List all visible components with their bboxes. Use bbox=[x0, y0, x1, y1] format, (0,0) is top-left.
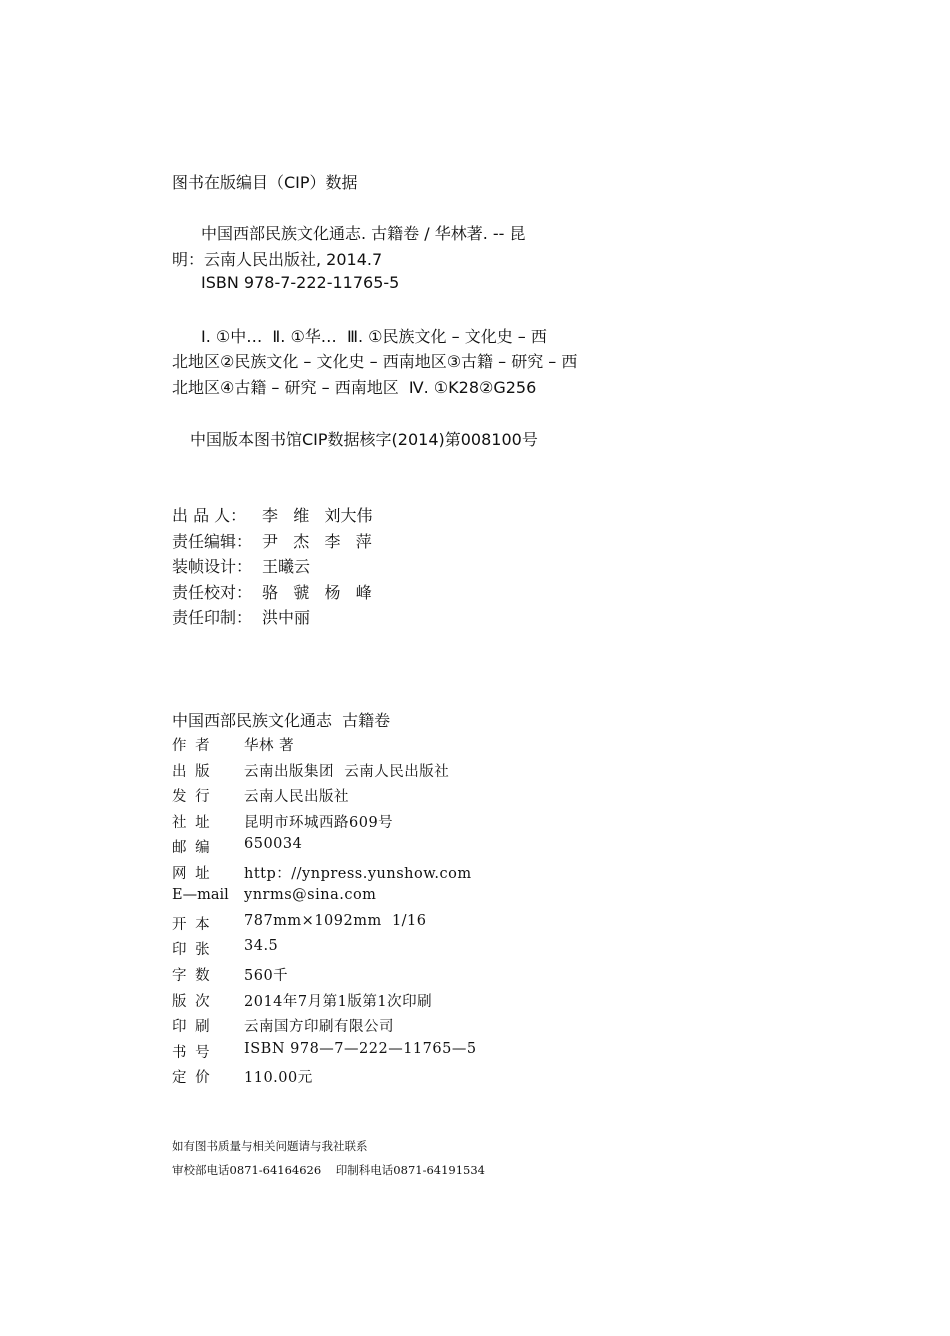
book-info-value: 云南人民出版社 bbox=[244, 789, 349, 805]
staff-label: 责任校对： bbox=[172, 583, 253, 602]
contact-phones: 审校部电话0871-64164626 印制科电话0871-64191534 bbox=[172, 1163, 485, 1177]
book-info-value: 560千 bbox=[244, 968, 289, 984]
book-info-value: 云南出版集团 云南人民出版社 bbox=[244, 764, 450, 780]
book-info-label: 社 址 bbox=[172, 815, 212, 831]
book-info-label: 印 刷 bbox=[172, 1019, 212, 1035]
book-info-value: 110.00元 bbox=[244, 1070, 313, 1086]
book-info-label: 定 价 bbox=[172, 1070, 212, 1086]
staff-value: 尹 杰 李 萍 bbox=[262, 532, 372, 551]
book-info-value: 云南国方印刷有限公司 bbox=[244, 1019, 394, 1035]
book-info-label: 版 次 bbox=[172, 994, 212, 1010]
cip-class-3: 北地区④古籍 – 研究 – 西南地区 Ⅳ. ①K28②G256 bbox=[172, 378, 537, 397]
book-info-label: 书 号 bbox=[172, 1045, 212, 1061]
staff-label: 责任印制： bbox=[172, 608, 253, 627]
book-info-label: 出 版 bbox=[172, 764, 212, 780]
book-info-value: 34.5 bbox=[244, 938, 279, 954]
staff-value: 李 维 刘大伟 bbox=[262, 506, 373, 525]
book-info-label: 发 行 bbox=[172, 789, 212, 805]
book-info-label: 邮 编 bbox=[172, 840, 212, 856]
staff-label: 出 品 人： bbox=[172, 506, 247, 525]
book-title: 中国西部民族文化通志 古籍卷 bbox=[172, 711, 391, 730]
book-info-value: http：//ynpress.yunshow.com bbox=[244, 866, 472, 882]
book-info-label: 字 数 bbox=[172, 968, 212, 984]
book-info-value: 2014年7月第1版第1次印刷 bbox=[244, 994, 433, 1010]
book-info-label: 开 本 bbox=[172, 917, 212, 933]
book-info-label: 网 址 bbox=[172, 866, 212, 882]
staff-label: 责任编辑： bbox=[172, 532, 253, 551]
book-info-value: 787mm×1092mm 1/16 bbox=[244, 913, 427, 929]
staff-value: 骆 虢 杨 峰 bbox=[262, 583, 372, 602]
staff-value: 洪中丽 bbox=[262, 608, 311, 627]
book-info-label: E—mail bbox=[172, 887, 229, 903]
cip-line-2: 明：云南人民出版社, 2014.7 bbox=[172, 250, 383, 269]
book-info-value: ISBN 978—7—222—11765—5 bbox=[244, 1041, 477, 1057]
cip-class-2: 北地区②民族文化 – 文化史 – 西南地区③古籍 – 研究 – 西 bbox=[172, 352, 578, 371]
cip-heading: 图书在版编目（CIP）数据 bbox=[172, 173, 358, 192]
staff-label: 装帧设计： bbox=[172, 557, 253, 576]
cip-class-1: Ⅰ. ①中… Ⅱ. ①华… Ⅲ. ①民族文化 – 文化史 – 西 bbox=[201, 327, 547, 346]
quality-contact-note: 如有图书质量与相关问题请与我社联系 bbox=[172, 1139, 368, 1153]
cip-isbn: ISBN 978-7-222-11765-5 bbox=[201, 273, 400, 292]
cip-record: 中国版本图书馆CIP数据核字(2014)第008100号 bbox=[190, 430, 538, 449]
staff-value: 王曦云 bbox=[262, 557, 311, 576]
book-info-value: 650034 bbox=[244, 836, 303, 852]
book-info-label: 印 张 bbox=[172, 942, 212, 958]
book-info-value: 华林 著 bbox=[244, 738, 295, 754]
cip-line-1: 中国西部民族文化通志. 古籍卷 / 华林著. -- 昆 bbox=[201, 224, 526, 243]
book-info-value: ynrms@sina.com bbox=[244, 887, 377, 903]
book-info-label: 作 者 bbox=[172, 738, 212, 754]
book-info-value: 昆明市环城西路609号 bbox=[244, 815, 394, 831]
